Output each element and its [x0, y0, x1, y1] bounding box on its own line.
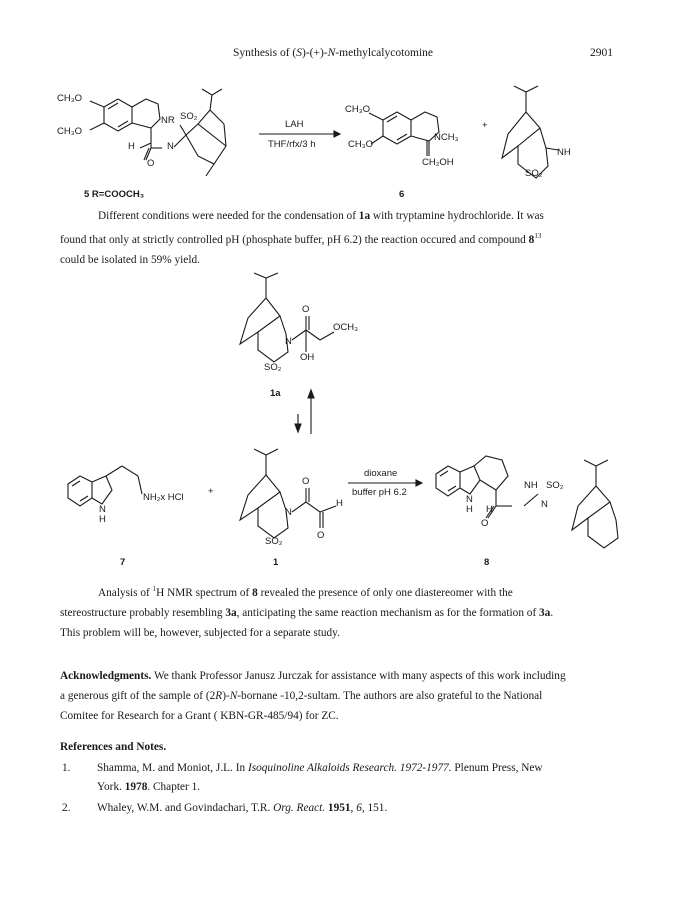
- paragraph-condensation: Different conditions were needed for the condensation of 1a with tryptamine hydrochloride. It was found that only at strictly controlled pH (phosphate buffer, pH 6.2) the reaction occured and compound $8^{13}$ could be isolated in 59% yield.: [60, 210, 544, 266]
- sultam-so2: SO₂: [525, 168, 543, 179]
- reagent-buffer: buffer pH 6.2: [352, 487, 407, 498]
- references-heading: References and Notes.: [60, 741, 167, 753]
- product-ch3o-top: CH₃O: [345, 104, 370, 115]
- reactant-o: O: [147, 158, 155, 169]
- reactant-h: H: [128, 141, 135, 152]
- reactant-ch3o-bottom: CH₃O: [57, 126, 82, 137]
- product-h: H: [486, 504, 493, 515]
- product-indole-h: H: [466, 504, 473, 515]
- glyoxyl-o-top: O: [302, 476, 310, 487]
- compound-label-6: 6: [399, 189, 405, 200]
- glyoxyl-o-bottom: O: [317, 530, 325, 541]
- och3: OCH₃: [333, 322, 358, 333]
- compound-label-1a: 1a: [270, 388, 281, 399]
- compound-label-8: 8: [484, 557, 490, 568]
- reagent-thf: THF/rfx/3 h: [268, 139, 316, 150]
- reactant-so2: SO₂: [180, 111, 198, 122]
- product-n: N: [541, 499, 548, 510]
- product-ch2oh: CH₂OH: [422, 157, 454, 168]
- reactant-n: N: [167, 141, 174, 152]
- compound-label-7: 7: [120, 557, 126, 568]
- product-o: O: [481, 518, 489, 529]
- reagent-dioxane: dioxane: [364, 468, 398, 479]
- running-title: Synthesis of (S)-(+)-N-methylcalycotomine: [233, 47, 434, 59]
- indole-n: N: [99, 504, 106, 515]
- reference-item: 2. Whaley, W.M. and Govindachari, T.R. Org. React. 1951, 6, 151.: [62, 802, 388, 814]
- product-ch3o-bottom: CH₃O: [348, 139, 373, 150]
- page-number: 2901: [590, 47, 613, 59]
- plus-sign: +: [482, 120, 488, 131]
- paragraph-nmr: Analysis of $^1$H NMR spectrum of 8 revealed the presence of only one diastereomer with the stereostructure probably resembling 3a, anticipating the same reaction mechanism as for the formation of 3a. This problem will be, however, subjected for a separate study.: [60, 585, 554, 639]
- acknowledgments: Acknowledgments. We thank Professor Janusz Jurczak for assistance with many aspects of this work including a generous gift of the sample of (2R)-N-bornane -10,2-sultam. The authors are also grateful to the National Comitee for Research for a Grant ( KBN-GR-485/94) for ZC.: [60, 670, 566, 722]
- product-indole-n: N: [466, 494, 473, 505]
- glyoxyl-h: H: [336, 498, 343, 509]
- sultam-nh: NH: [557, 147, 571, 158]
- compound-label-1: 1: [273, 557, 279, 568]
- indole-h: H: [99, 514, 106, 525]
- compound-label-5: 5 R=COOCH₃: [84, 189, 145, 200]
- product-so2: SO₂: [546, 480, 564, 491]
- amine-hcl: NH₂x HCl: [143, 492, 184, 503]
- sultam-so2-1: SO₂: [265, 536, 283, 547]
- aldehyde-o-top: O: [302, 304, 310, 315]
- reagent-lah: LAH: [285, 119, 304, 130]
- hydroxyl-oh: OH: [300, 352, 315, 363]
- product-nch3: NCH₃: [434, 132, 459, 143]
- sultam-n-1: N: [285, 507, 292, 518]
- plus-sign-2: +: [208, 486, 214, 497]
- reactant-ch3o-top: CH₃O: [57, 93, 82, 104]
- product-nh: NH: [524, 480, 538, 491]
- reference-item: 1. Shamma, M. and Moniot, J.L. In Isoquinoline Alkaloids Research. 1972-1977. Plenum Press, New York. 1978. Chapter 1.: [62, 762, 543, 793]
- reactant-nr: NR: [161, 115, 175, 126]
- sultam-so2-1a: SO₂: [264, 362, 282, 373]
- references-section: [60, 738, 630, 818]
- sultam-n-1a: N: [285, 336, 292, 347]
- acknowledgments-heading: Acknowledgments.: [60, 670, 152, 682]
